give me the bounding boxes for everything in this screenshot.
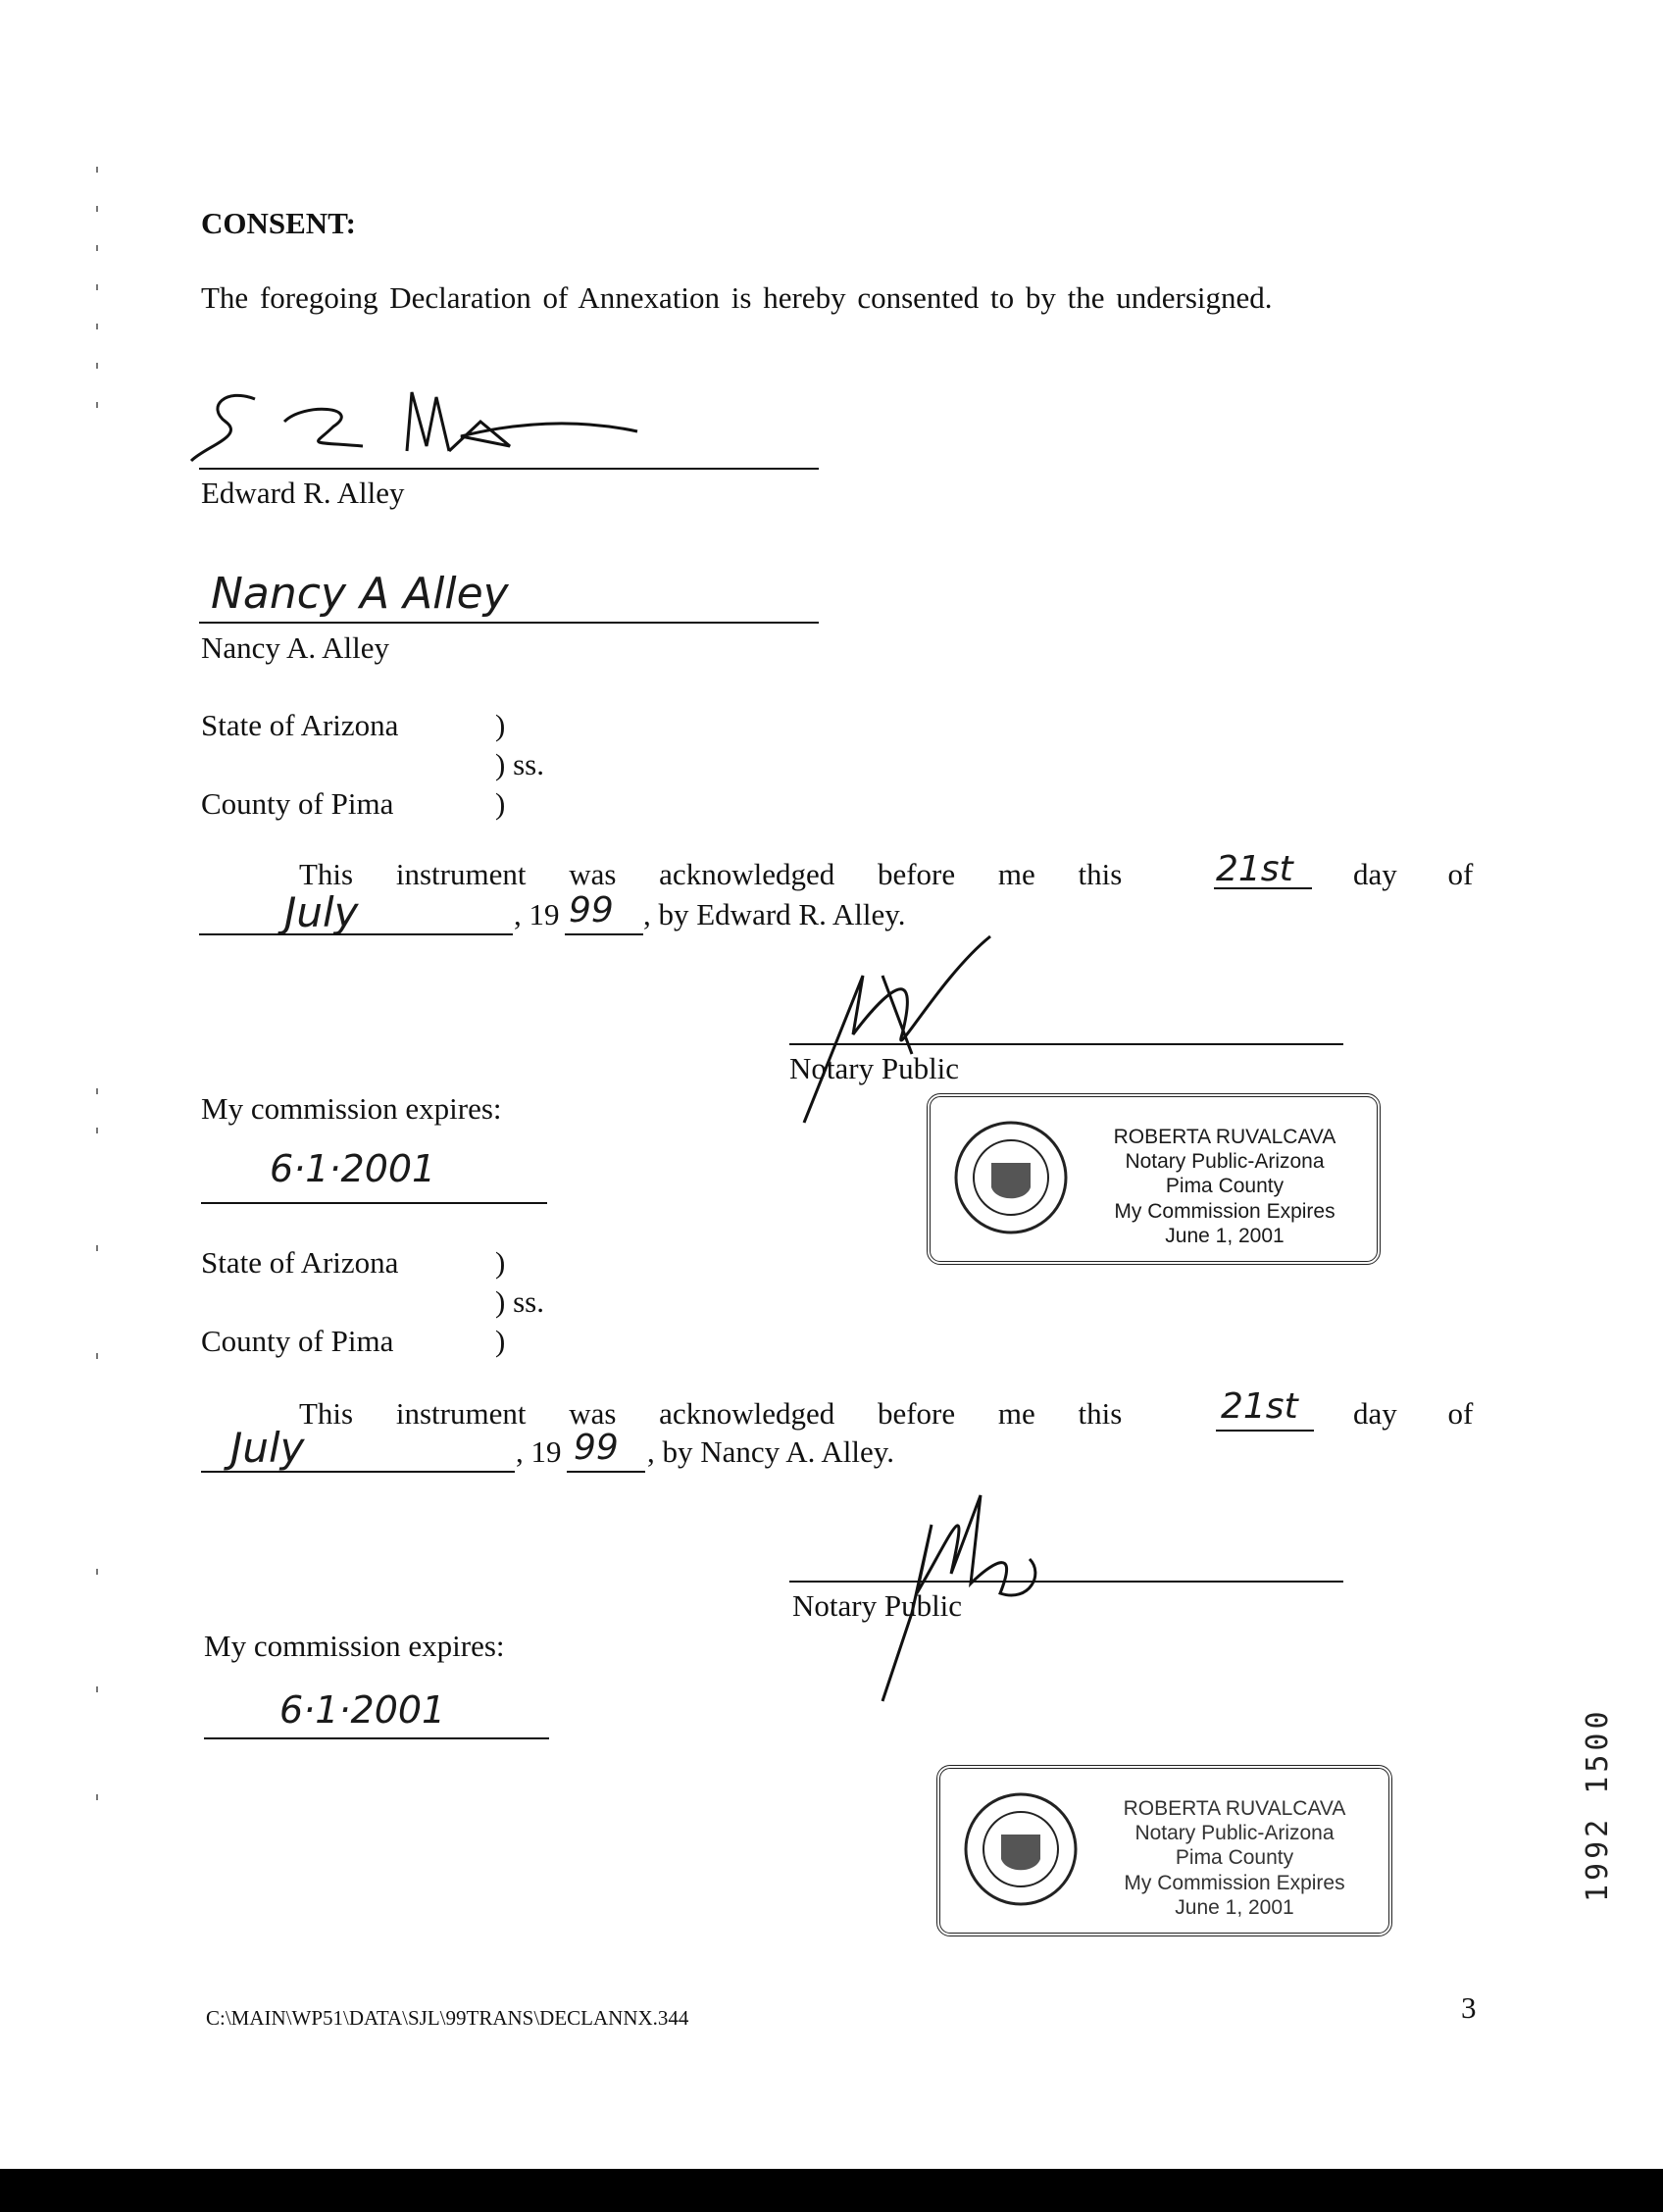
commission-date-1: 6·1·2001 [270, 1147, 436, 1190]
ack1-month: July [284, 888, 359, 936]
seal-name: ROBERTA RUVALCAVA [1113, 1126, 1336, 1148]
notary-line-1 [789, 1043, 1343, 1045]
seal-line3: Pima County [1165, 1175, 1285, 1198]
seal-line2: Notary Public-Arizona [1125, 1150, 1325, 1174]
state-seal-icon [962, 1790, 1080, 1908]
commission-line-2 [204, 1737, 549, 1739]
ack2-year-prefix: , 19 [516, 1434, 562, 1469]
seal-line4: My Commission Expires [1114, 1199, 1335, 1223]
ack1-lead: This instrument was acknowledged before me this [299, 857, 1123, 891]
ack2-month-line [201, 1471, 515, 1473]
ack1-day-of: day of [1353, 857, 1474, 891]
ack2-year-line [567, 1471, 645, 1473]
ack2-day-line [1216, 1430, 1314, 1432]
consent-intro: The foregoing Declaration of Annexation is hereby consented to by the undersigned. [201, 280, 1273, 315]
venue-county-2: County of Pima [201, 1324, 394, 1358]
seal2-name: ROBERTA RUVALCAVA [1123, 1797, 1346, 1820]
seal-line5: June 1, 2001 [1165, 1224, 1285, 1247]
ack2-day-of: day of [1353, 1396, 1474, 1431]
seal2-line4: My Commission Expires [1124, 1871, 1345, 1894]
venue-county-1: County of Pima [201, 786, 394, 821]
venue-ss-2: ) ss. [495, 1284, 544, 1319]
ack1-day: 21st [1216, 849, 1293, 889]
ack2-lead: This instrument was acknowledged before me this [299, 1396, 1123, 1431]
venue-paren-2b: ) [495, 1324, 506, 1358]
seal2-line2: Notary Public-Arizona [1134, 1822, 1335, 1845]
venue-paren-2a: ) [495, 1245, 506, 1280]
ack2-day: 21st [1221, 1386, 1298, 1427]
ack1-year-line [565, 933, 643, 935]
ack2-month: July [230, 1424, 305, 1472]
commission-label-2: My commission expires: [204, 1629, 505, 1663]
signature-line-edward [199, 468, 819, 470]
venue-paren-1b: ) [495, 786, 506, 821]
state-seal-icon [952, 1119, 1070, 1236]
ack1-year: 99 [569, 890, 614, 930]
page-number: 3 [1461, 1990, 1477, 2025]
venue-state-2: State of Arizona [201, 1245, 399, 1280]
notary-label-1: Notary Public [789, 1051, 960, 1085]
notary-line-2 [789, 1581, 1343, 1583]
commission-date-2: 6·1·2001 [279, 1688, 446, 1732]
notary-seal-1 [927, 1093, 1381, 1265]
ack1-by: , by Edward R. Alley. [643, 897, 906, 931]
ack2-year: 99 [574, 1428, 619, 1468]
consent-heading: CONSENT: [201, 206, 356, 240]
recording-stamp: 1992 1500 [1581, 1707, 1615, 1902]
seal2-line5: June 1, 2001 [1175, 1895, 1294, 1919]
venue-ss-1: ) ss. [495, 747, 544, 781]
commission-label-1: My commission expires: [201, 1091, 502, 1126]
scan-edge-bar [0, 2169, 1663, 2212]
venue-paren-1a: ) [495, 708, 506, 742]
signer-name-nancy: Nancy A. Alley [201, 630, 389, 665]
commission-line-1 [201, 1202, 547, 1204]
seal2-line3: Pima County [1175, 1846, 1294, 1870]
signer-name-edward: Edward R. Alley [201, 476, 405, 510]
signature-line-nancy [199, 622, 819, 624]
ack1-day-line [1214, 887, 1312, 889]
ack1-year-prefix: , 19 [514, 897, 560, 931]
notary-label-2: Notary Public [792, 1588, 963, 1623]
notary-seal-2 [936, 1765, 1392, 1936]
file-path: C:\MAIN\WP51\DATA\SJL\99TRANS\DECLANNX.344 [206, 2006, 689, 2030]
ack2-by: , by Nancy A. Alley. [647, 1434, 894, 1469]
ack1-month-line [199, 933, 513, 935]
signature-nancy: Nancy A Alley [211, 569, 509, 619]
venue-state-1: State of Arizona [201, 708, 399, 742]
